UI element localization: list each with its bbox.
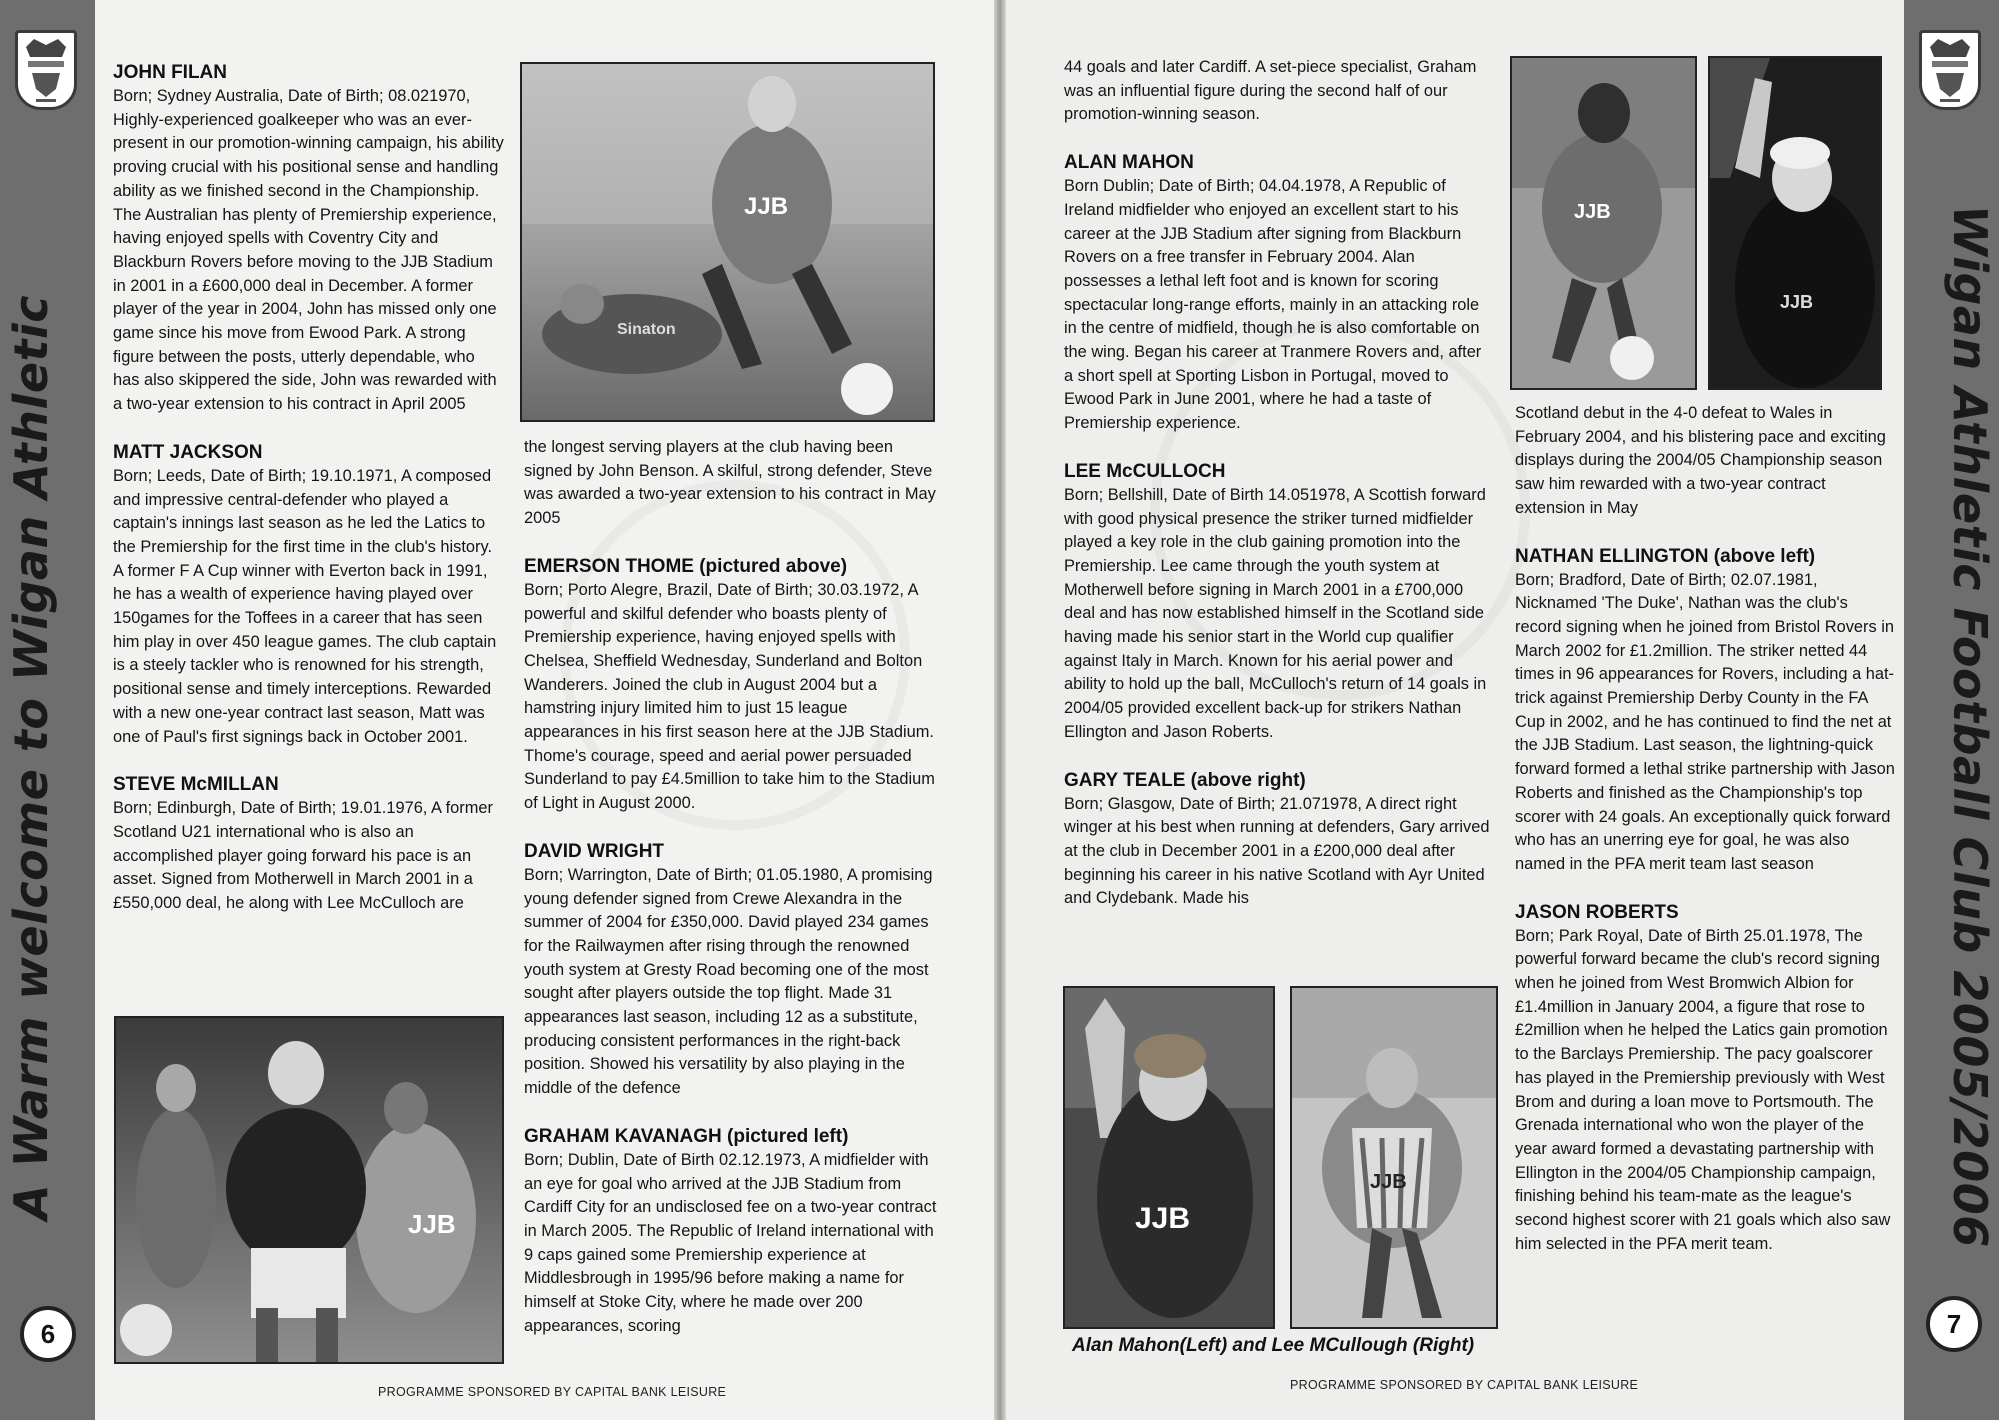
text-column — [524, 436, 944, 1362]
player-profile — [1515, 900, 1895, 1257]
page-fold — [994, 0, 1006, 1420]
club-crest-icon — [1919, 30, 1981, 110]
player-name: DAVID WRIGHT — [524, 840, 665, 862]
player-profile — [1064, 768, 1494, 912]
player-profile — [113, 772, 505, 916]
player-bio: Born; Porto Alegre, Brazil, Date of Birth; 30.03.1972, A powerful and skilful defender who boasts plenty of Premiership experience, having enjoyed spells with Chelsea, Sheffield Wednesday, Sunderland and Bolton Wanderers. Joined the club in August 2004 but a hamstring injury limited him to just 15 league appearances in his first season here at the JJB Stadium. Thome's courage, speed and aerial power persuaded Sunderland to pay £4.5million to take him to the Stadium of Light in August 2000. — [524, 580, 935, 813]
left-strip-title: A Warm welcome to Wigan Athletic — [4, 294, 58, 1220]
right-page — [1000, 0, 1999, 1420]
sponsor-footer: PROGRAMME SPONSORED BY CAPITAL BANK LEISURE — [378, 1385, 727, 1399]
photo-graham-kavanagh — [114, 1016, 504, 1364]
player-bio: Born; Sydney Australia, Date of Birth; 08.021970, Highly-experienced goalkeeper who was an ever-present in our promotion-winning campaign, his ability proving crucial with his positional sense and handling ability as we finished second in the Championship. The Australian has plenty of Premiership experience, having enjoyed spells with Coventry City and Blackburn Rovers before moving to the JJB Stadium in 2001 in a £600,000 deal in December. A former player of the year in 2004, John has missed only one game since his move from Ewood Park. A strong figure between the posts, utterly dependable, who has also skippered the side, John was rewarded with a two-year extension to his contract in April 2005 — [113, 87, 504, 414]
player-profile — [524, 554, 944, 816]
player-name: NATHAN ELLINGTON (above left) — [1515, 545, 1816, 567]
player-profile-continued — [524, 436, 944, 531]
player-bio: Born; Park Royal, Date of Birth 25.01.1978, The powerful forward became the club's record signing when he joined from West Bromwich Albion for £1.4million in January 2004, a figure that rose to £2million when he helped the Latics gain promotion to the Barclays Premiership. The pacy goalscorer has played in the Premiership previously with West Brom and during a loan move to Portsmouth. The Grenada international who won the player of the year award formed a devastating partnership with Ellington in the 2004/05 Championship campaign, finishing behind his team-mate as the league's second highest scorer with 21 goals which also saw him selected in the PFA merit team. — [1515, 926, 1891, 1253]
player-bio: Born; Edinburgh, Date of Birth; 19.01.1976, A former Scotland U21 international who is also an accomplished player going forward his pace is an asset. Signed from Motherwell in March 2001 in a £550,000 deal, he along with Lee McCulloch are — [113, 799, 493, 913]
player-name: GRAHAM KAVANAGH (pictured left) — [524, 1125, 849, 1147]
photo-nathan-ellington — [1510, 56, 1697, 390]
player-profile — [113, 440, 505, 749]
player-profile — [1515, 544, 1895, 877]
page-number: 7 — [1926, 1296, 1982, 1352]
player-name: JOHN FILAN — [113, 62, 227, 83]
player-profile-continued — [1515, 402, 1895, 521]
player-bio: Born; Bellshill, Date of Birth 14.051978, A Scottish forward with good physical presence the striker turned midfielder played a key role in the club gaining promotion into the Premiership. Lee came through the youth system at Motherwell before signing in March 2001 in a £700,000 deal and has now established himself in the Scotland side having made his senior start in the World cup qualifier against Italy in March. Known for his aerial power and ability to hold up the ball, McCulloch's return of 14 goals in 2004/05 provided excellent back-up for strikers Nathan Ellington and Jason Roberts. — [1064, 485, 1487, 741]
sponsor-footer: PROGRAMME SPONSORED BY CAPITAL BANK LEISURE — [1290, 1378, 1639, 1392]
player-name: ALAN MAHON — [1064, 152, 1194, 174]
player-profile — [524, 1124, 944, 1339]
player-bio: Scotland debut in the 4-0 defeat to Wales in February 2004, and his blistering pace and exciting displays during the 2004/05 Championship season saw him rewarded with a two-year contract extension in May — [1515, 404, 1886, 517]
player-bio: Born; Dublin, Date of Birth 02.12.1973, A midfielder with an eye for goal who arrived at the JJB Stadium from Cardiff City for an undisclosed fee on a two-year contract in March 2005. The Republic of Ireland international with 9 caps gained some Premiership experience at Middlesbrough in 1995/96 before making a name for himself at Stoke City, where he made over 200 appearances, scoring — [524, 1150, 937, 1335]
player-name: MATT JACKSON — [113, 441, 263, 463]
left-title-strip — [0, 0, 95, 1420]
player-profile — [113, 60, 505, 417]
player-profile — [524, 839, 944, 1101]
shirt-sponsor-text: JJB — [744, 193, 789, 220]
player-bio: Born; Leeds, Date of Birth; 19.10.1971, A composed and impressive central-defender who played a captain's innings last season as he led the Latics to the Premiership for the first time in the club's history. A former F A Cup winner with Everton back in 1991, he has a wealth of experience having played over 150games for the Toffees in a career that has seen him play in over 450 league games. The club captain is a steely tackler who is renowned for his strength, positional sense and timely interceptions. Rewarded with a new one-year contract last season, Matt was one of Paul's first signings back in October 2001. — [113, 466, 497, 746]
shirt-sponsor-text: JJB — [1370, 1171, 1407, 1193]
shirt-sponsor-text: JJB — [1780, 292, 1814, 312]
player-bio: Born; Warrington, Date of Birth; 01.05.1980, A promising young defender signed from Crewe Alexandra in the summer of 2004 for £350,000. David played 234 games for the Railwaymen after rising through the renowned youth system at Gresty Road becoming one of the most sought after players outside the top flight. Made 31 appearances last season, including 12 as a substitute, producing consistent performances in the right-back position. Showed his versatility by also playing in the middle of the defence — [524, 865, 933, 1098]
photo-alan-mahon — [1063, 986, 1275, 1329]
page-number: 6 — [20, 1306, 76, 1362]
player-name: GARY TEALE (above right) — [1064, 769, 1306, 791]
player-bio: Born; Bradford, Date of Birth; 02.07.1981, Nicknamed 'The Duke', Nathan was the club's record signing when he joined from Bristol Rovers in March 2002 for £1.2million. The striker netted 44 times in 96 appearances for Rovers, including a hat-trick against Premiership Derby County in the FA Cup in 2002, and he has continued to find the net at the JJB Stadium. Last season, the lightning-quick forward formed a lethal strike partnership with Jason Roberts and finished as the Championship's top scorer with 24 goals. An exceptionally quick forward who has an unerring eye for goal, he was also named in the PFA merit team last season — [1515, 570, 1895, 873]
text-column — [1064, 56, 1494, 934]
right-strip-title: Wigan Athletic Football Club 2005/2006 — [1943, 205, 1997, 1248]
player-profile — [1064, 150, 1494, 436]
player-name: JASON ROBERTS — [1515, 901, 1679, 923]
player-bio: Born; Glasgow, Date of Birth; 21.071978, A direct right winger at his best when running at defenders, Gary arrived at the club in December 2001 in a £200,000 deal after beginning his career in his native Scotland with Ayr United and Clydebank. Made his — [1064, 794, 1490, 908]
club-crest-icon — [15, 30, 77, 110]
player-bio: 44 goals and later Cardiff. A set-piece specialist, Graham was an influential figure during the second half of our promotion-winning season. — [1064, 58, 1477, 124]
player-bio: Born Dublin; Date of Birth; 04.04.1978, A Republic of Ireland midfielder who enjoyed an excellent start to his career at the JJB Stadium after signing from Blackburn Rovers on a free transfer in February 2004. Alan possesses a lethal left foot and is known for scoring spectacular long-range efforts, mainly in an attacking role in the centre of midfield, though he is also comfortable on the wing. Began his career at Tranmere Rovers and, after a short spell at Sporting Lisbon in Portugal, moved to Ewood Park in June 2001, where he had a taste of Premiership experience. — [1064, 177, 1482, 433]
player-name: LEE McCULLOCH — [1064, 460, 1226, 482]
photo-emerson-thome — [520, 62, 935, 422]
player-bio: the longest serving players at the club having been signed by John Benson. A skilful, strong defender, Steve was awarded a two-year extension to his contract in May 2005 — [524, 438, 936, 528]
shirt-sponsor-text: JJB — [1135, 1202, 1191, 1235]
text-column — [1515, 402, 1895, 1280]
player-profile-continued — [1064, 56, 1494, 127]
player-name: STEVE McMILLAN — [113, 774, 279, 796]
text-column — [113, 60, 505, 939]
player-name: EMERSON THOME (pictured above) — [524, 555, 848, 577]
photo-lee-mcculloch — [1290, 986, 1498, 1329]
shirt-sponsor-text: JJB — [1574, 201, 1611, 223]
player-profile — [1064, 459, 1494, 745]
shirt-sponsor-text: JJB — [408, 1209, 456, 1239]
opponent-shirt-text: Sinaton — [617, 321, 676, 338]
photo-caption: Alan Mahon(Left) and Lee MCullough (Right) — [1072, 1335, 1475, 1356]
photo-gary-teale — [1708, 56, 1882, 390]
